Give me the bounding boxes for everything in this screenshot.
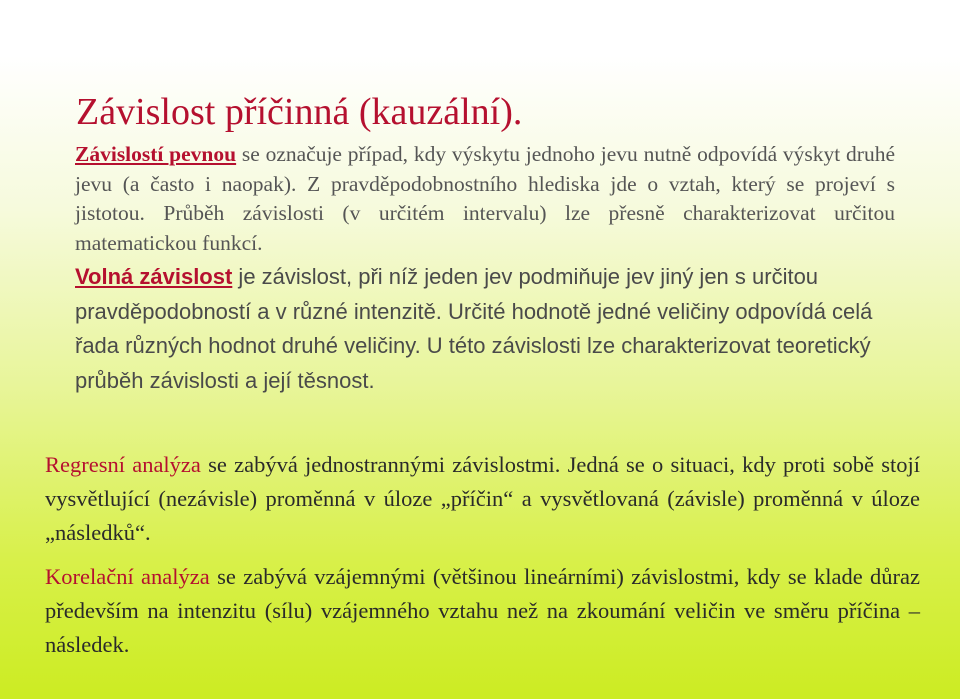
paragraph-correlation-analysis-text: se zabývá vzájemnými (většinou lineárními) závislostmi, kdy se klade důraz především na intenzitu (sílu) vzájemného vztahu než na zkoumání veličin ve směru příčina – následek. bbox=[45, 564, 920, 657]
term-fixed-dependence: Závislostí pevnou bbox=[75, 142, 237, 166]
term-correlation-analysis: Korelační analýza bbox=[45, 564, 210, 589]
paragraph-regression-analysis-text: se zabývá jednostrannými závislostmi. Jedná se o situaci, kdy proti sobě stojí vysvětlující (nezávisle) proměnná v úloze „příčin“ a vysvětlovaná (závisle) proměnná v úloze „následků“. bbox=[45, 452, 920, 545]
term-regression-analysis: Regresní analýza bbox=[45, 452, 201, 477]
paragraph-free-dependence-text: je závislost, při níž jeden jev podmiňuje jev jiný jen s určitou pravděpodobností a v různé intenzitě. Určité hodnotě jedné veličiny odpovídá celá řada různých hodnot druhé veličiny. U této závislosti lze charakterizovat teoretický průběh závislosti a její těsnost. bbox=[75, 264, 873, 393]
paragraph-correlation-analysis bbox=[45, 560, 920, 662]
paragraph-free-dependence bbox=[75, 260, 875, 398]
term-free-dependence: Volná závislost bbox=[75, 264, 233, 289]
paragraph-fixed-dependence bbox=[75, 140, 895, 258]
paragraph-regression-analysis bbox=[45, 448, 920, 550]
paragraph-fixed-dependence-text: se označuje případ, kdy výskytu jednoho jevu nutně odpovídá výskyt druhé jevu (a často i naopak). Z pravděpodobnostního hlediska jde o vztah, který se projeví s jistotou. Průběh závislosti (v určitém intervalu) lze přesně charakterizovat určitou matematickou funkcí. bbox=[75, 142, 895, 255]
slide-title: Závislost příčinná (kauzální). bbox=[76, 91, 523, 133]
